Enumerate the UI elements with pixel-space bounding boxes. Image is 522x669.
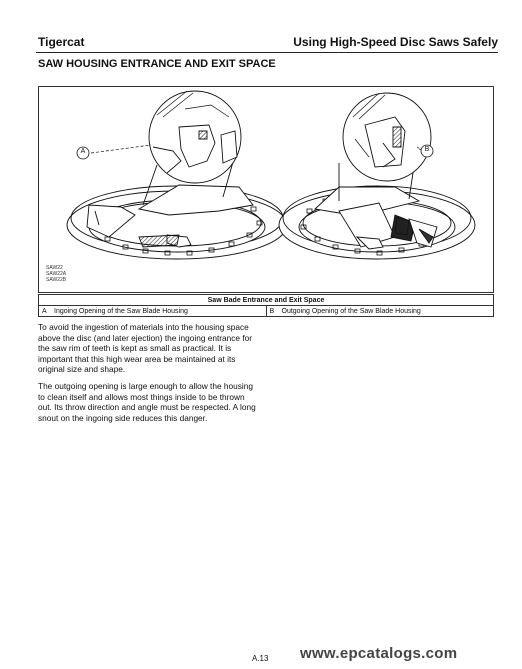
caption-title: Saw Bade Entrance and Exit Space xyxy=(39,295,494,306)
watermark: www.epcatalogs.com xyxy=(300,645,458,662)
caption-text-b: Outgoing Opening of the Saw Blade Housing xyxy=(281,307,421,315)
figure-code: SAW22A xyxy=(46,271,67,277)
caption-letter-a: A xyxy=(42,307,47,315)
figure-codes xyxy=(46,265,66,283)
saw-housing-left xyxy=(67,91,287,259)
section-title: SAW HOUSING ENTRANCE AND EXIT SPACE xyxy=(38,58,276,70)
figure-caption-table xyxy=(38,294,494,317)
caption-letter-b: B xyxy=(269,307,275,315)
figure-code: SAW22 xyxy=(46,265,63,271)
caption-text-a: Ingoing Opening of the Saw Blade Housing xyxy=(54,307,188,315)
callout-a-label: A xyxy=(80,148,86,155)
header-rule xyxy=(36,52,498,53)
paragraph-outgoing: The outgoing opening is large enough to allow the housing to clean itself and allows most things inside to be thrown out. Its throw direction and angle must be respected. A long snout on the ingoing side reduces this danger. xyxy=(38,381,256,423)
figure-code: SAW22B xyxy=(46,277,67,283)
page-number: A.13 xyxy=(252,654,269,663)
callout-b-label: B xyxy=(424,146,430,153)
figure-frame xyxy=(38,86,494,293)
header-brand: Tigercat xyxy=(38,35,85,49)
saw-housing-illustration xyxy=(39,87,495,294)
header-chapter-title: Using High-Speed Disc Saws Safely xyxy=(293,35,498,49)
caption-item-a xyxy=(39,306,267,317)
saw-housing-right xyxy=(279,93,475,259)
caption-item-b xyxy=(266,306,494,317)
paragraph-ingoing: To avoid the ingestion of materials into the housing space above the disc (and later ejection) the ingoing entrance for the saw rim of teeth is kept as small as practical. It is important that this high wear area be maintained at its original size and shape. xyxy=(38,322,253,375)
